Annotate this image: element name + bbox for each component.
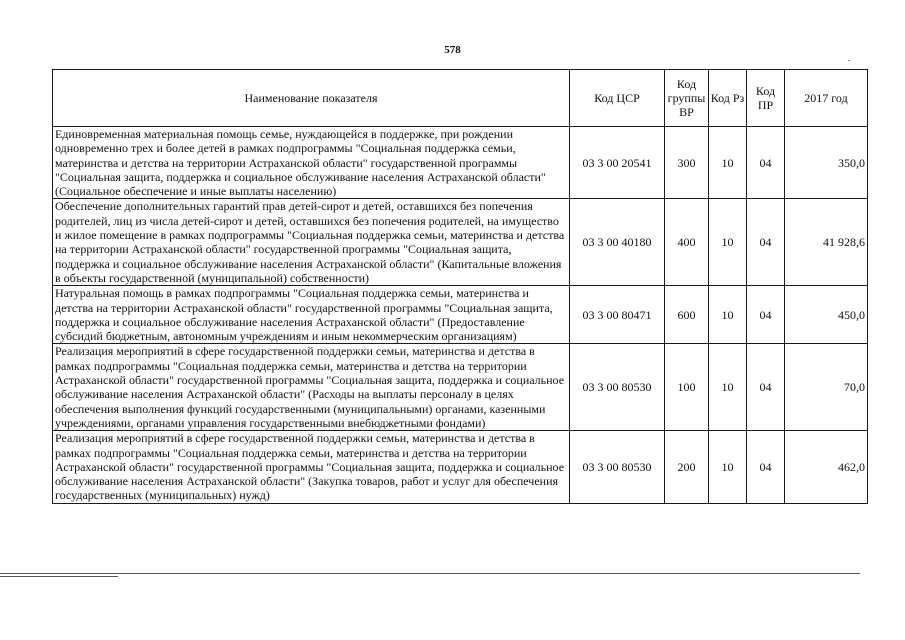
row-csr: 03 3 00 80530	[570, 431, 665, 503]
table-row	[53, 431, 868, 503]
header-csr: Код ЦСР	[570, 70, 665, 127]
row-csr: 03 3 00 80530	[570, 344, 665, 431]
table-row	[53, 286, 868, 344]
row-vr: 100	[665, 344, 709, 431]
header-pr: Код ПР	[747, 70, 785, 127]
row-pr: 04	[747, 431, 785, 503]
page-number: 578	[444, 44, 461, 56]
row-csr: 03 3 00 80471	[570, 286, 665, 344]
header-rz: Код Рз	[709, 70, 747, 127]
row-amount: 350,0	[785, 127, 868, 199]
row-amount: 450,0	[785, 286, 868, 344]
row-vr: 600	[665, 286, 709, 344]
row-name: Реализация мероприятий в сфере государственной поддержки семьи, материнства и детства в рамках подпрограммы "Социальная поддержка семьи, материнства и детства на территории Астраханской области" государственной программы "Социальная защита, поддержка и социальное обслуживание населения Астраханской области" (Закупка товаров, работ и услуг для обеспечения государственных (муниципальных) нужд)	[53, 431, 570, 503]
row-name: Реализация мероприятий в сфере государственной поддержки семьи, материнства и детства в рамках подпрограммы "Социальная поддержка семьи, материнства и детства на территории Астраханской области" государственной программы "Социальная защита, поддержка и социальное обслуживание населения Астраханской области" (Расходы на выплаты персоналу в целях обеспечения выполнения функций государственными (муниципальными) органами, казенными учреждениями, органами управления государственными внебюджетными фондами)	[53, 344, 570, 431]
row-rz: 10	[709, 344, 747, 431]
row-amount: 462,0	[785, 431, 868, 503]
row-amount: 70,0	[785, 344, 868, 431]
row-rz: 10	[709, 431, 747, 503]
row-pr: 04	[747, 127, 785, 199]
row-rz: 10	[709, 127, 747, 199]
row-pr: 04	[747, 344, 785, 431]
scan-speck	[848, 60, 850, 61]
page-divider	[0, 573, 860, 574]
table-header-row	[53, 70, 868, 127]
row-rz: 10	[709, 286, 747, 344]
row-csr: 03 3 00 20541	[570, 127, 665, 199]
budget-table	[52, 69, 868, 504]
header-year: 2017 год	[785, 70, 868, 127]
table-row	[53, 127, 868, 199]
row-amount: 41 928,6	[785, 199, 868, 286]
header-name: Наименование показателя	[53, 70, 570, 127]
row-rz: 10	[709, 199, 747, 286]
page-divider-short	[0, 576, 118, 577]
row-name: Единовременная материальная помощь семье, нуждающейся в поддержке, при рождении одновременно трех и более детей в рамках подпрограммы "Социальная поддержка семьи, материнства и детства на территории Астраханской области" государственной программы "Социальная защита, поддержка и социальное обслуживание населения Астраханской области" (Социальное обеспечение и иные выплаты населению)	[53, 127, 570, 199]
row-csr: 03 3 00 40180	[570, 199, 665, 286]
row-vr: 200	[665, 431, 709, 503]
table-row	[53, 344, 868, 431]
row-vr: 300	[665, 127, 709, 199]
table-row	[53, 199, 868, 286]
row-vr: 400	[665, 199, 709, 286]
row-pr: 04	[747, 286, 785, 344]
header-vr: Код группы ВР	[665, 70, 709, 127]
row-pr: 04	[747, 199, 785, 286]
row-name: Натуральная помощь в рамках подпрограммы "Социальная поддержка семьи, материнства и детства на территории Астраханской области" государственной программы "Социальная защита, поддержка и социальное обслуживание населения Астраханской области" (Предоставление субсидий бюджетным, автономным учреждениям и иным некоммерческим организациям)	[53, 286, 570, 344]
row-name: Обеспечение дополнительных гарантий прав детей-сирот и детей, оставшихся без попечения родителей, лиц из числа детей-сирот и детей, оставшихся без попечения родителей, на имущество и жилое помещение в рамках подпрограммы "Социальная поддержка семьи, материнства и детства на территории Астраханской области" государственной программы "Социальная защита, поддержка и социальное обслуживание населения Астраханской области" (Капитальные вложения в объекты государственной (муниципальной) собственности)	[53, 199, 570, 286]
